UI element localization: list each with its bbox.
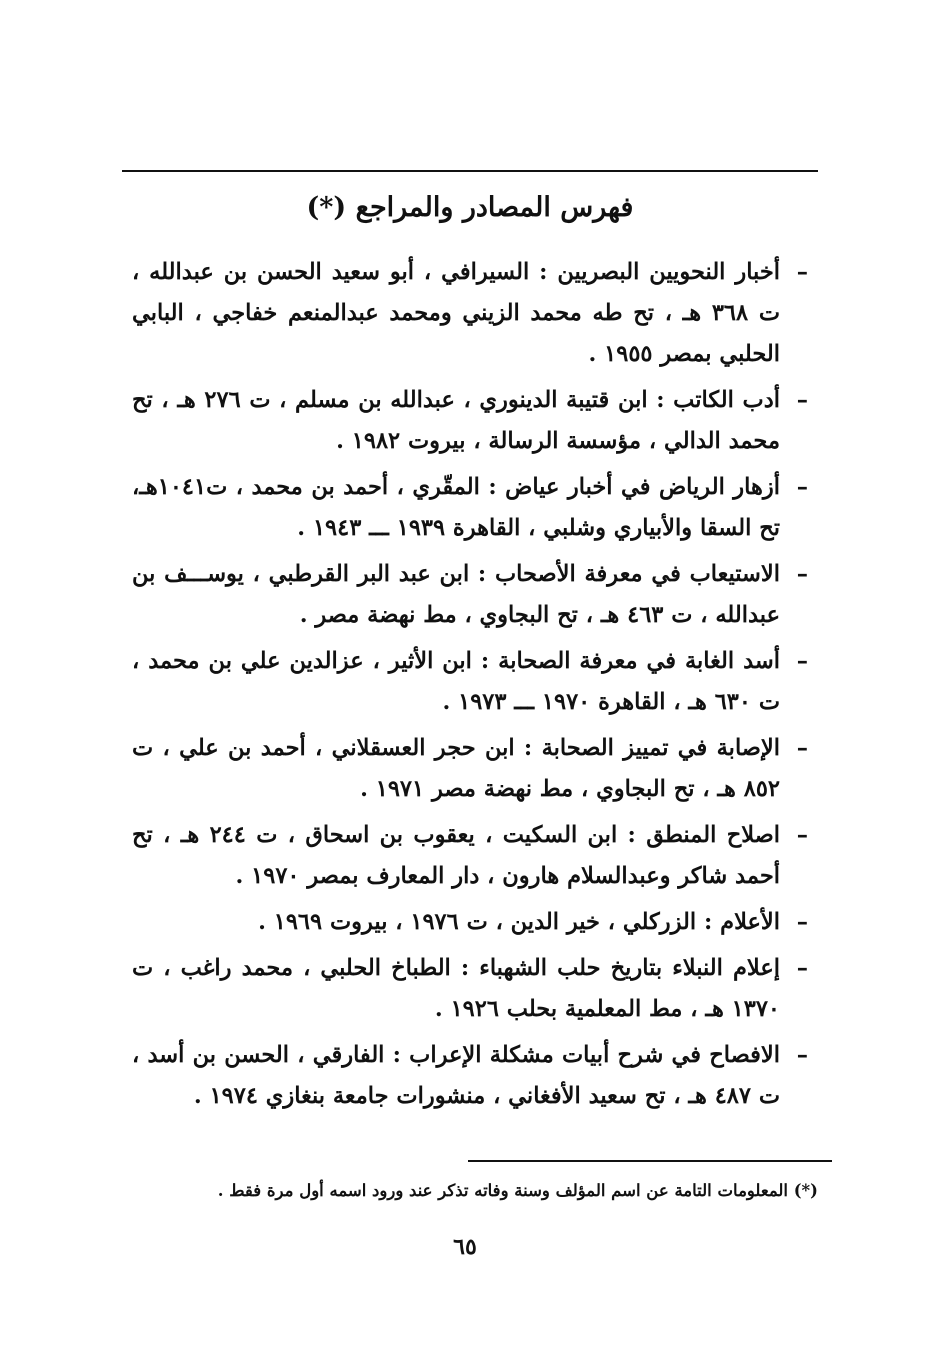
- reference-entry: – أخبار النحويين البصريين : السيرافي ، أبو سعيد الحسن بن عبدالله ، ت ٣٦٨ هـ ، تح طه محمد الزيني ومحمد عبدالمنعم خفاجي ، البابي الحلبي بمصر ١٩٥٥ .: [132, 252, 808, 375]
- reference-entry: – الأعلام : الزركلي ، خير الدين ، ت ١٩٧٦ ، بيروت ١٩٦٩ .: [132, 902, 808, 943]
- reference-list: [132, 252, 808, 1122]
- reference-entry: – الافصاح في شرح أبيات مشكلة الإعراب : الفارقي ، الحسن بن أسد ، ت ٤٨٧ هـ ، تح سعيد الأفغاني ، منشورات جامعة بنغازي ١٩٧٤ .: [132, 1035, 808, 1117]
- reference-entry: – الإصابة في تمييز الصحابة : ابن حجر العسقلاني ، أحمد بن علي ، ت ٨٥٢ هـ ، تح البجاوي ، مط نهضة مصر ١٩٧١ .: [132, 728, 808, 810]
- reference-entry: – الاستيعاب في معرفة الأصحاب : ابن عبد البر القرطبي ، يوســـف بن عبدالله ، ت ٤٦٣ هـ ، تح البجاوي ، مط نهضة مصر .: [132, 554, 808, 636]
- page-number: ٦٥: [453, 1234, 477, 1260]
- footnote-rule: [468, 1160, 832, 1162]
- reference-entry: – إعلام النبلاء بتاريخ حلب الشهباء : الطباخ الحلبي ، محمد راغب ، ت ١٣٧٠ هـ ، مط المعلمية بحلب ١٩٢٦ .: [132, 948, 808, 1030]
- reference-entry: – أزهار الرياض في أخبار عياض : المقّري ، أحمد بن محمد ، ت١٠٤١هـ، تح السقا والأبياري وشلبي ، القاهرة ١٩٣٩ ـــ ١٩٤٣ .: [132, 467, 808, 549]
- footnote: (*) المعلومات التامة عن اسم المؤلف وسنة وفاته تذكر عند ورود اسمه أول مرة فقط .: [217, 1181, 818, 1200]
- top-rule: [122, 170, 818, 172]
- reference-entry: – أدب الكاتب : ابن قتيبة الدينوري ، عبدالله بن مسلم ، ت ٢٧٦ هـ ، تح محمد الدالي ، مؤسسة الرسالة ، بيروت ١٩٨٢ .: [132, 380, 808, 462]
- page-title: فهرس المصادر والمراجع (*): [306, 192, 634, 223]
- reference-entry: – أسد الغابة في معرفة الصحابة : ابن الأثير ، عزالدين علي بن محمد ، ت ٦٣٠ هـ ، القاهرة ١٩٧٠ ـــ ١٩٧٣ .: [132, 641, 808, 723]
- reference-entry: – اصلاح المنطق : ابن السكيت ، يعقوب بن اسحاق ، ت ٢٤٤ هـ ، تح أحمد شاكر وعبدالسلام هارون ، دار المعارف بمصر ١٩٧٠ .: [132, 815, 808, 897]
